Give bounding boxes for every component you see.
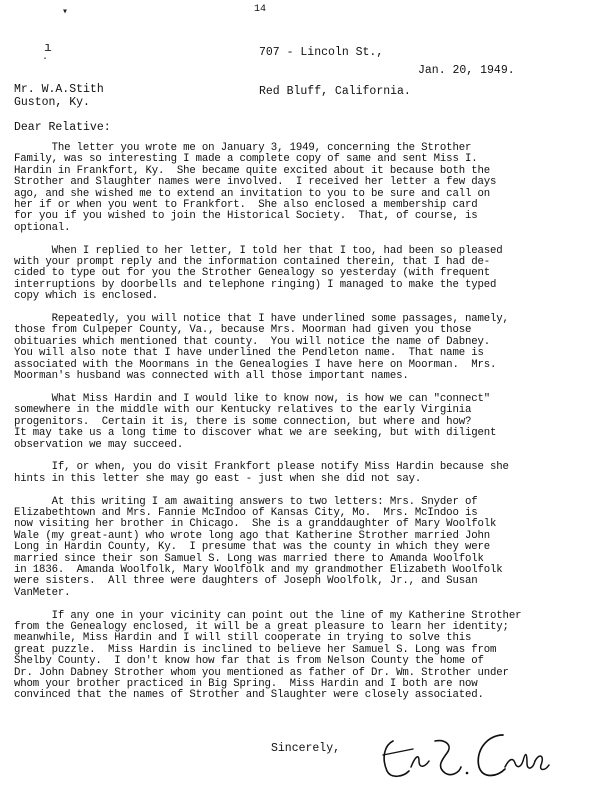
body-line: ago, and she wished me to extend an invitation to you to be sure and call on [14, 187, 491, 200]
body-line: in 1836. Amanda Woolfolk, Mary Woolfolk and my grandmother Elizabeth Woolfolk [14, 563, 503, 576]
body-line: great puzzle. Miss Hardin is inclined to believe her Samuel S. Long was from [14, 643, 497, 656]
body-line: progenitors. Certain it is, there is some connection, but where and how? [14, 415, 472, 428]
body-line: for you if you wished to join the Historical Society. That, of course, is [14, 210, 478, 223]
body-line: from the Genealogy enclosed, it will be a great pleasure to learn her identity; [14, 620, 509, 633]
body-line: Dr. John Dabney Strother whom you mentioned as father of Dr. Wm. Strother under [14, 666, 509, 679]
letter-date: Jan. 20, 1949. [418, 64, 515, 77]
return-address-line: 707 - Lincoln St., [259, 46, 384, 59]
body-line: You will also note that I have underlined the Pendleton name. That name is [14, 347, 484, 360]
body-line: Long in Hardin County, Ky. I presume that was the county in which they were [14, 541, 491, 554]
body-line: Moorman's husband was connected with all those important names. [14, 370, 409, 383]
margin-mark: · [42, 54, 49, 65]
body-paragraph [14, 143, 608, 234]
return-address [259, 20, 411, 124]
body-line: optional. [14, 221, 71, 234]
body-line: those from Culpeper County, Va., because Mrs. Moorman had given you those [14, 324, 472, 337]
recipient-line: Guston, Ky. [14, 96, 90, 109]
body-paragraph [14, 394, 608, 451]
body-line: The letter you wrote me on January 3, 1949, concerning the Strother [14, 142, 472, 154]
body-line: her if or when you went to Frankfort. She also enclosed a membership card [14, 199, 478, 212]
body-line: Strother and Slaughter names were involved. I received her letter a few days [14, 176, 497, 189]
recipient-line: Mr. W.A.Stith [14, 83, 104, 96]
body-line: Family, was so interesting I made a complete copy of same and sent Miss I. [14, 153, 478, 166]
return-address-line: Red Bluff, California. [259, 85, 411, 98]
body-line: When I replied to her letter, I told her that I too, had been so pleased [14, 244, 503, 257]
body-line: cided to type out for you the Strother Genealogy so yesterday (with frequent [14, 267, 491, 280]
signature-drawing [375, 727, 555, 787]
body-line: At this writing I am awaiting answers to two letters: Mrs. Snyder of [14, 495, 478, 508]
body-line: Shelby County. I don't know how far that is from Nelson County the home of [14, 655, 484, 668]
body-paragraph [14, 497, 608, 600]
margin-mark: ▾ [62, 7, 69, 18]
body-line: obituaries which mentioned that county. You will notice the name of Dabney. [14, 335, 491, 348]
body-line: Hardin in Frankfort, Ky. She became quite excited about it because both the [14, 164, 491, 177]
body-line: associated with the Moormans in the Genealogies I have here on Moorman. Mrs. [14, 358, 497, 371]
letter-body [14, 143, 608, 713]
body-line: If any one in your vicinity can point out the line of my Katherine Strother [14, 609, 522, 622]
page-number: 14 [254, 4, 267, 15]
body-line: VanMeter. [14, 586, 71, 599]
closing: Sincerely, [271, 742, 341, 755]
body-line: whom your brother practiced in Big Spring. Miss Hardin and I both are now [14, 678, 478, 690]
body-line: married since their son Samuel S. Long was married there to Amanda Woolfolk [14, 552, 484, 565]
body-paragraph [14, 314, 608, 382]
body-line: Elizabethtown and Mrs. Fannie McIndoo of Kansas City, Mo. Mrs. McIndoo is [14, 506, 478, 519]
body-line: What Miss Hardin and I would like to know now, is how we can "connect" [14, 392, 491, 405]
body-line: hints in this letter she may go east - just when she did not say. [14, 472, 422, 485]
body-line: convinced that the names of Strother and Slaughter were closely associated. [14, 689, 484, 702]
body-line: If, or when, you do visit Frankfort please notify Miss Hardin because she [14, 461, 509, 474]
body-line: Wale (my great-aunt) who wrote long ago that Katherine Strother married John [14, 529, 491, 542]
handwritten-signature [375, 727, 555, 787]
body-line: observation we may succeed. [14, 438, 184, 451]
body-line: meanwhile, Miss Hardin and I will still cooperate in trying to solve this [14, 632, 472, 645]
body-line: Repeatedly, you will notice that I have underlined some passages, namely, [14, 313, 509, 326]
body-line: were sisters. All three were daughters of Joseph Woolfolk, Jr., and Susan [14, 575, 478, 588]
recipient-address [14, 83, 104, 109]
body-line: interruptions by doorbells and telephone ringing) I managed to make the typed [14, 278, 497, 291]
body-paragraph [14, 611, 608, 702]
margin-mark: ı [44, 40, 52, 55]
body-line: It may take us a long time to discover what we are seeking, but with diligent [14, 427, 497, 440]
body-line: now visiting her brother in Chicago. She is a granddaughter of Mary Woolfolk [14, 518, 497, 531]
body-paragraph [14, 462, 608, 485]
body-line: somewhere in the middle with our Kentucky relatives to the early Virginia [14, 404, 472, 417]
body-paragraph [14, 246, 608, 303]
body-line: with your prompt reply and the information contained therein, that I had de- [14, 256, 491, 269]
body-line: copy which is enclosed. [14, 290, 159, 303]
salutation: Dear Relative: [14, 121, 111, 134]
